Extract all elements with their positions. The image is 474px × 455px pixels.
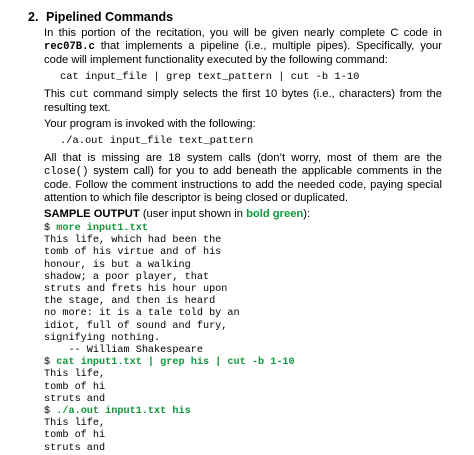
invocation-command: ./a.out input_file text_pattern: [60, 135, 254, 147]
terminal-output-line: struts and frets his hour upon: [44, 284, 228, 296]
terminal-output-line: This life, which had been the: [44, 235, 222, 247]
section-title: Pipelined Commands: [46, 10, 174, 24]
terminal-output-line: signifying nothing.: [44, 332, 161, 344]
intro-text-a: In this portion of the recitation, you will be given nearly complete C code in: [44, 27, 442, 39]
intro-text-b: that implements a pipeline (i.e., multiple pipes). Specifically, your code will implement functionality executed by the following command:: [44, 40, 442, 66]
terminal-output-line: tomb of hi: [44, 381, 106, 393]
terminal-output-line: This life,: [44, 369, 106, 381]
user-input: cat input1.txt | grep his | cut -b 1-10: [56, 357, 295, 369]
terminal-output-line: struts and: [44, 393, 106, 405]
cut-explanation: [44, 88, 442, 115]
terminal-output-line: tomb of his virtue and of his: [44, 247, 222, 259]
terminal-output-line: tomb of hi: [44, 430, 106, 442]
terminal-command-line: [44, 357, 442, 369]
section-heading: [28, 10, 173, 24]
terminal-output-line: This life,: [44, 418, 106, 430]
shell-prompt: $: [44, 357, 57, 369]
instructions-text-a: All that is missing are 18 system calls (don’t worry, most of them are the: [44, 152, 442, 164]
intro-filename: rec07B.c: [44, 41, 95, 53]
terminal-output-line: shadow; a poor player, that: [44, 271, 210, 283]
terminal-output-line: honour, is but a walking: [44, 259, 191, 271]
terminal-output-line: no more: it is a tale told by an: [44, 308, 240, 320]
sample-note-green: bold green: [246, 208, 304, 220]
pipeline-command: cat input_file | grep text_pattern | cut -b 1-10: [60, 71, 360, 83]
sample-output-heading: [44, 208, 442, 221]
sample-note-b: ):: [303, 208, 311, 220]
terminal-command-line: [44, 223, 442, 235]
terminal-output: [44, 223, 442, 455]
sample-heading-text: SAMPLE OUTPUT: [44, 208, 140, 220]
terminal-command-line: [44, 406, 442, 418]
invocation-intro: Your program is invoked with the following:: [44, 118, 256, 130]
user-input: more input1.txt: [56, 223, 148, 234]
instructions-paragraph: [44, 152, 442, 205]
instructions-text-b: system call) for you to add beneath the applicable comments in the code. Follow the comment instructions to add the needed code, paying special attention to which file descriptor is being closed or duplicated.: [44, 165, 442, 204]
terminal-output-line: idiot, full of sound and fury,: [44, 320, 228, 332]
terminal-output-line: the stage, and then is heard: [44, 296, 216, 308]
intro-paragraph: [44, 27, 442, 67]
shell-prompt: $: [44, 406, 57, 418]
cut-cmd: cut: [69, 89, 89, 101]
terminal-output-line: struts and: [44, 442, 106, 454]
shell-prompt: $: [44, 223, 57, 234]
instructions-cmd: close(): [44, 166, 89, 178]
cut-text-a: This: [44, 88, 70, 100]
user-input: ./a.out input1.txt his: [56, 406, 191, 418]
section-number: 2.: [28, 10, 39, 24]
cut-text-b: command simply selects the first 10 bytes (i.e., characters) from the resulting text.: [44, 88, 442, 114]
section-content: [44, 27, 442, 455]
sample-note-a: (user input shown in: [139, 208, 247, 220]
terminal-output-line: -- William Shakespeare: [44, 345, 203, 357]
